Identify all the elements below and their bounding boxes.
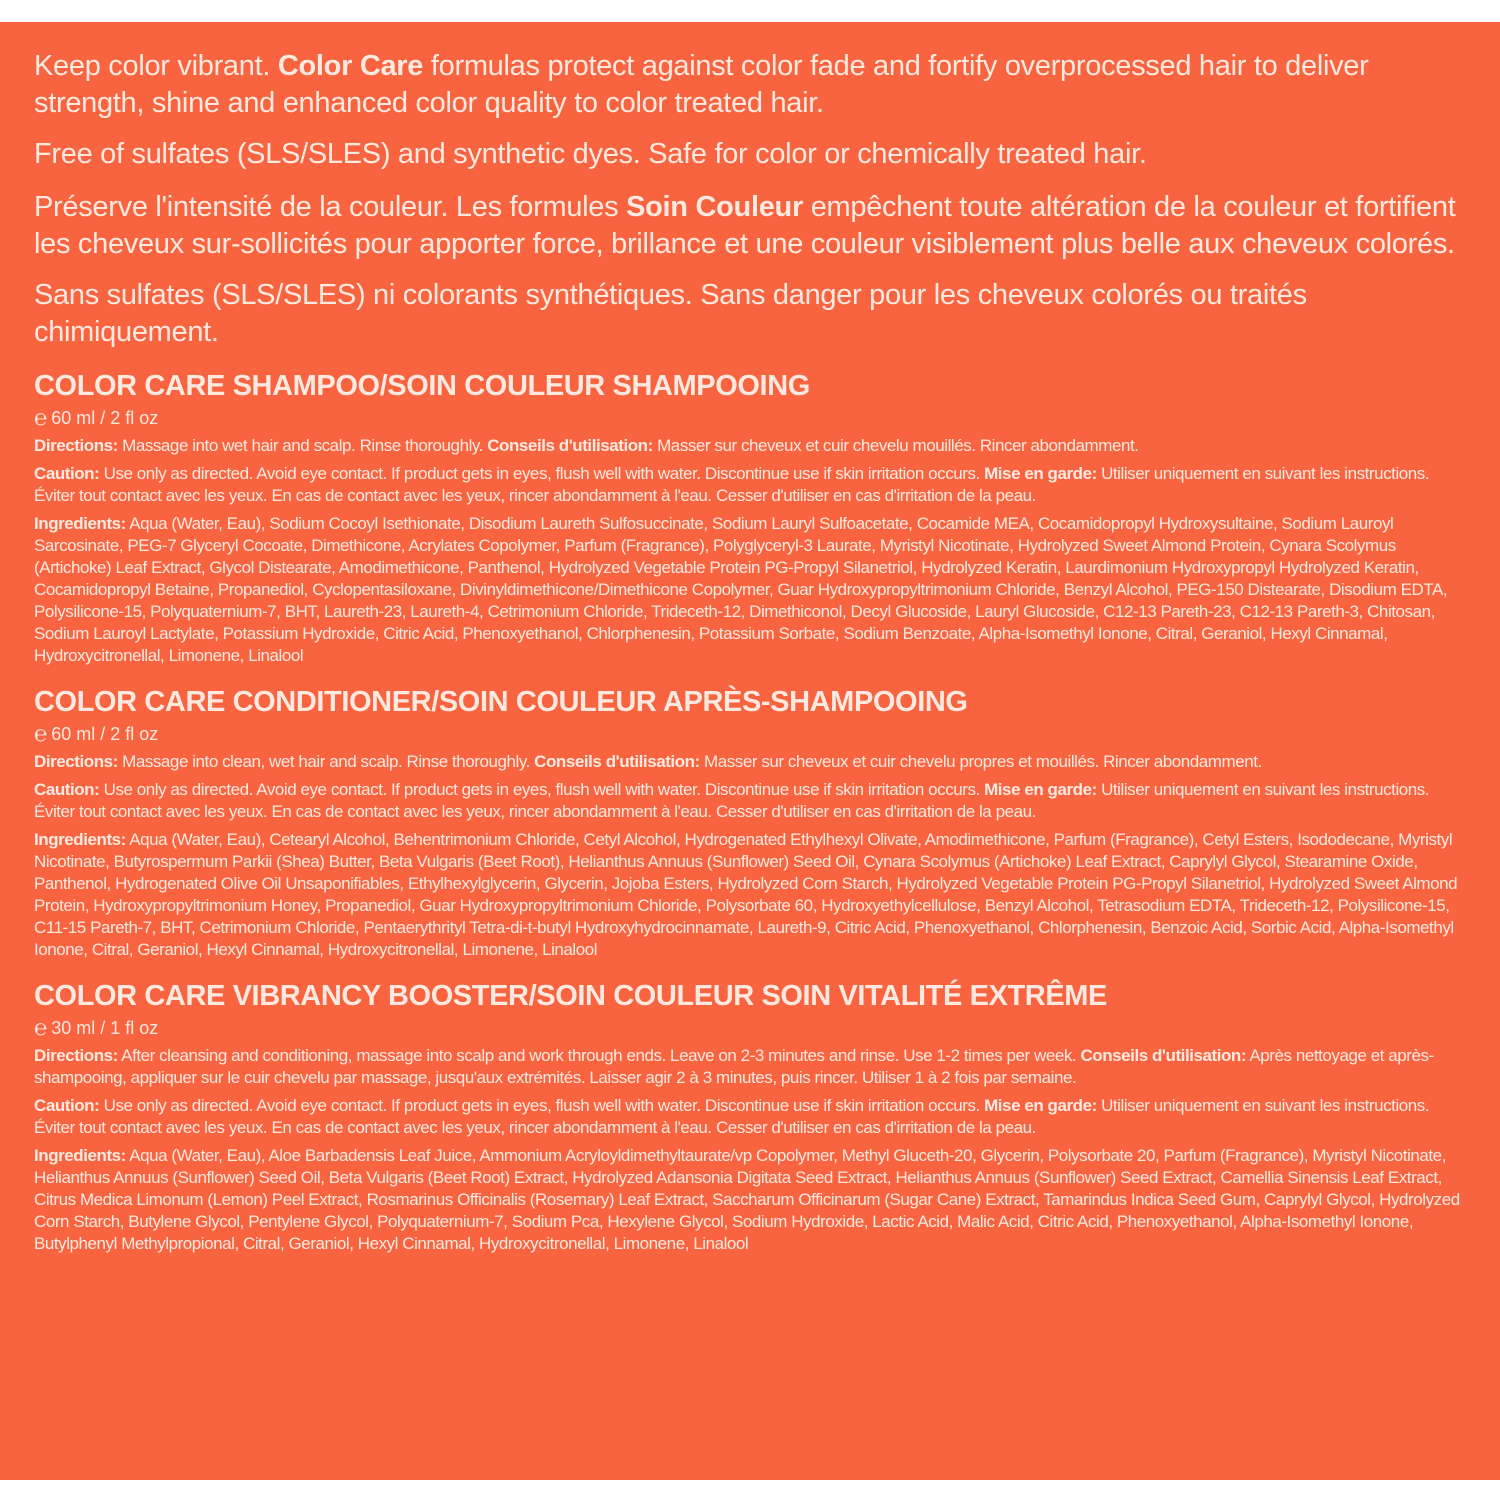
mise-en-garde-text: Utiliser uniquement en suivant les instructions. Éviter tout contact avec les yeux. En cas de contact avec les yeux, rincer abondamment à l'eau. Cesser d'utiliser en cas d'irritation de la peau. [34,780,1430,821]
caution-label: Caution: [34,1096,100,1115]
directions [34,751,1470,773]
intro-french-paragraph [34,189,1470,263]
caution-text: Use only as directed. Avoid eye contact. If product gets in eyes, flush well with water. Discontinue use if skin irritation occurs. [99,464,985,483]
product-title: COLOR CARE VIBRANCY BOOSTER/SOIN COULEUR SOIN VITALITÉ EXTRÊME [34,980,1107,1012]
mise-en-garde-text: Utiliser uniquement en suivant les instructions. Éviter tout contact avec les yeux. En cas de contact avec les yeux, rincer abondamment à l'eau. Cesser d'utiliser en cas d'irritation de la peau. [34,464,1430,505]
mise-en-garde-text: Utiliser uniquement en suivant les instructions. Éviter tout contact avec les yeux. En cas de contact avec les yeux, rincer abondamment à l'eau. Cesser d'utiliser en cas d'irritation de la peau. [34,1096,1430,1137]
caution [34,463,1470,507]
intro-english-free-of: Free of sulfates (SLS/SLES) and synthetic dyes. Safe for color or chemically treated hair. [34,138,1147,170]
conseils-label: Conseils d'utilisation: [1080,1046,1247,1065]
product-vibrancy-booster [34,979,1470,1255]
size-value: 60 ml / 2 fl oz [51,724,159,744]
caution-label: Caution: [34,780,100,799]
ingredients [34,513,1470,667]
intro-english-paragraph [34,48,1470,122]
product-label-panel [0,22,1500,1480]
ingredients-label: Ingredients: [34,830,126,849]
caution [34,779,1470,823]
directions [34,1045,1470,1089]
mise-en-garde-label: Mise en garde: [984,1096,1097,1115]
mise-en-garde-label: Mise en garde: [984,464,1097,483]
directions-text: Massage into clean, wet hair and scalp. Rinse thoroughly. [117,752,535,771]
intro-text: Keep color vibrant. [34,50,278,82]
directions-text: After cleansing and conditioning, massage into scalp and work through ends. Leave on 2-3 minutes and rinse. Use 1-2 times per week. [117,1046,1081,1065]
conseils-text: Masser sur cheveux et cuir chevelu propres et mouillés. Rincer abondamment. [699,752,1262,771]
product-size [34,407,1470,429]
conseils-text: Masser sur cheveux et cuir chevelu mouillés. Rincer abondamment. [652,436,1139,455]
conseils-text: Après nettoyage et après-shampooing, appliquer sur le cuir chevelu par massage, jusqu'aux extrémités. Laisser agir 2 à 3 minutes, puis rincer. Utiliser 1 à 2 fois par semaine. [34,1046,1434,1087]
brand-name: Soin Couleur [626,191,803,223]
product-size [34,1017,1470,1039]
ingredients-text: Aqua (Water, Eau), Sodium Cocoyl Isethionate, Disodium Laureth Sulfosuccinate, Sodium Lauryl Sulfoacetate, Cocamide MEA, Cocamidopropyl Hydroxysultaine, Sodium Lauroyl Sarcosinate, PEG-7 Glyceryl Cocoate, Dimethicone, Acrylates Copolymer, Parfum (Fragrance), Polyglyceryl-3 Laurate, Myristyl Nicotinate, Hydrolyzed Sweet Almond Protein, Cynara Scolymus (Artichoke) Leaf Extract, Glycol Distearate, Amodimethicone, Panthenol, Hydrolyzed Vegetable Protein PG-Propyl Silanetriol, Hydrolyzed Keratin, Laurdimonium Hydroxypropyl Hydrolyzed Keratin, Cocamidopropyl Betaine, Propanediol, Cyclopentasiloxane, Divinyldimethicone/Dimethicone Copolymer, Guar Hydroxypropyltrimonium Chloride, Benzyl Alcohol, PEG-150 Distearate, Disodium EDTA, Polysilicone-15, Polyquaternium-7, BHT, Laureth-23, Laureth-4, Cetrimonium Chloride, Trideceth-12, Dimethiconol, Decyl Glucoside, Lauryl Glucoside, C12-13 Pareth-23, C12-13 Pareth-3, Chitosan, Sodium Lauroyl Lactylate, Potassium Hydroxide, Citric Acid, Phenoxyethanol, Chlorphenesin, Potassium Sorbate, Sodium Benzoate, Alpha-Isomethyl Ionone, Citral, Geraniol, Hexyl Cinnamal, Hydroxycitronellal, Limonene, Linalool [34,514,1448,665]
product-title: COLOR CARE CONDITIONER/SOIN COULEUR APRÈS-SHAMPOOING [34,686,968,718]
directions-label: Directions: [34,436,118,455]
ingredients-label: Ingredients: [34,514,126,533]
intro-text: Préserve l'intensité de la couleur. Les formules [34,191,627,223]
directions-label: Directions: [34,1046,118,1065]
size-value: 30 ml / 1 fl oz [51,1018,159,1038]
intro-section [34,48,1470,351]
conseils-label: Conseils d'utilisation: [487,436,653,455]
ingredients [34,1145,1470,1255]
ingredients-text: Aqua (Water, Eau), Aloe Barbadensis Leaf Juice, Ammonium Acryloyldimethyltaurate/vp Copolymer, Methyl Gluceth-20, Glycerin, Polysorbate 20, Parfum (Fragrance), Myristyl Nicotinate, Helianthus Annuus (Sunflower) Seed Oil, Beta Vulgaris (Beet Root) Extract, Hydrolyzed Adansonia Digitata Seed Extract, Helianthus Annuus (Sunflower) Seed Extract, Camellia Sinensis Leaf Extract, Citrus Medica Limonum (Lemon) Peel Extract, Rosmarinus Officinalis (Rosemary) Leaf Extract, Saccharum Officinarum (Sugar Cane) Extract, Tamarindus Indica Seed Gum, Caprylyl Glycol, Hydrolyzed Corn Starch, Butylene Glycol, Pentylene Glycol, Polyquaternium-7, Sodium Pca, Hexylene Glycol, Sodium Hydroxide, Lactic Acid, Malic Acid, Citric Acid, Phenoxyethanol, Alpha-Isomethyl Ionone, Butylphenyl Methylpropional, Citral, Geraniol, Hexyl Cinnamal, Hydroxycitronellal, Limonene, Linalool [34,1146,1460,1253]
intro-french-free-of: Sans sulfates (SLS/SLES) ni colorants synthétiques. Sans danger pour les cheveux colorés ou traités chimiquement. [34,279,1307,348]
product-conditioner [34,685,1470,961]
estimated-sign-icon: ℮ [34,721,48,746]
product-shampoo [34,369,1470,667]
product-title: COLOR CARE SHAMPOO/SOIN COULEUR SHAMPOOING [34,370,810,402]
ingredients [34,829,1470,961]
caution-label: Caution: [34,464,100,483]
size-value: 60 ml / 2 fl oz [51,408,159,428]
estimated-sign-icon: ℮ [34,1015,48,1040]
directions-label: Directions: [34,752,118,771]
ingredients-label: Ingredients: [34,1146,126,1165]
intro-text: empêchent toute altération de la couleur et fortifient les cheveux sur-sollicités pour apporter force, brillance et une couleur visiblement plus belle aux cheveux colorés. [34,191,1456,260]
caution-text: Use only as directed. Avoid eye contact. If product gets in eyes, flush well with water. Discontinue use if skin irritation occurs. [99,1096,985,1115]
mise-en-garde-label: Mise en garde: [984,780,1097,799]
conseils-label: Conseils d'utilisation: [534,752,700,771]
ingredients-text: Aqua (Water, Eau), Cetearyl Alcohol, Behentrimonium Chloride, Cetyl Alcohol, Hydrogenated Ethylhexyl Olivate, Amodimethicone, Parfum (Fragrance), Cetyl Esters, Isododecane, Myristyl Nicotinate, Butyrospermum Parkii (Shea) Butter, Beta Vulgaris (Beet Root), Helianthus Annuus (Sunflower) Seed Oil, Cynara Scolymus (Artichoke) Leaf Extract, Caprylyl Glycol, Stearamine Oxide, Panthenol, Hydrogenated Olive Oil Unsaponifiables, Ethylhexylglycerin, Glycerin, Jojoba Esters, Hydrolyzed Corn Starch, Hydrolyzed Vegetable Protein PG-Propyl Silanetriol, Hydrolyzed Sweet Almond Protein, Hydroxypropyltrimonium Honey, Propanediol, Guar Hydroxypropyltrimonium Chloride, Polysorbate 60, Hydroxyethylcellulose, Benzyl Alcohol, Tetrasodium EDTA, Trideceth-12, Polysilicone-15, C11-15 Pareth-7, BHT, Cetrimonium Chloride, Pentaerythrityl Tetra-di-t-butyl Hydroxyhydrocinnamate, Laureth-9, Citric Acid, Phenoxyethanol, Chlorphenesin, Benzoic Acid, Sorbic Acid, Alpha-Isomethyl Ionone, Citral, Geraniol, Hexyl Cinnamal, Hydroxycitronellal, Limonene, Linalool [34,830,1458,959]
brand-name: Color Care [277,50,424,82]
directions [34,435,1470,457]
intro-text: formulas protect against color fade and fortify overprocessed hair to deliver strength, shine and enhanced color quality to color treated hair. [34,50,1369,119]
caution-text: Use only as directed. Avoid eye contact. If product gets in eyes, flush well with water. Discontinue use if skin irritation occurs. [99,780,985,799]
directions-text: Massage into wet hair and scalp. Rinse thoroughly. [117,436,488,455]
estimated-sign-icon: ℮ [34,405,48,430]
product-size [34,723,1470,745]
caution [34,1095,1470,1139]
